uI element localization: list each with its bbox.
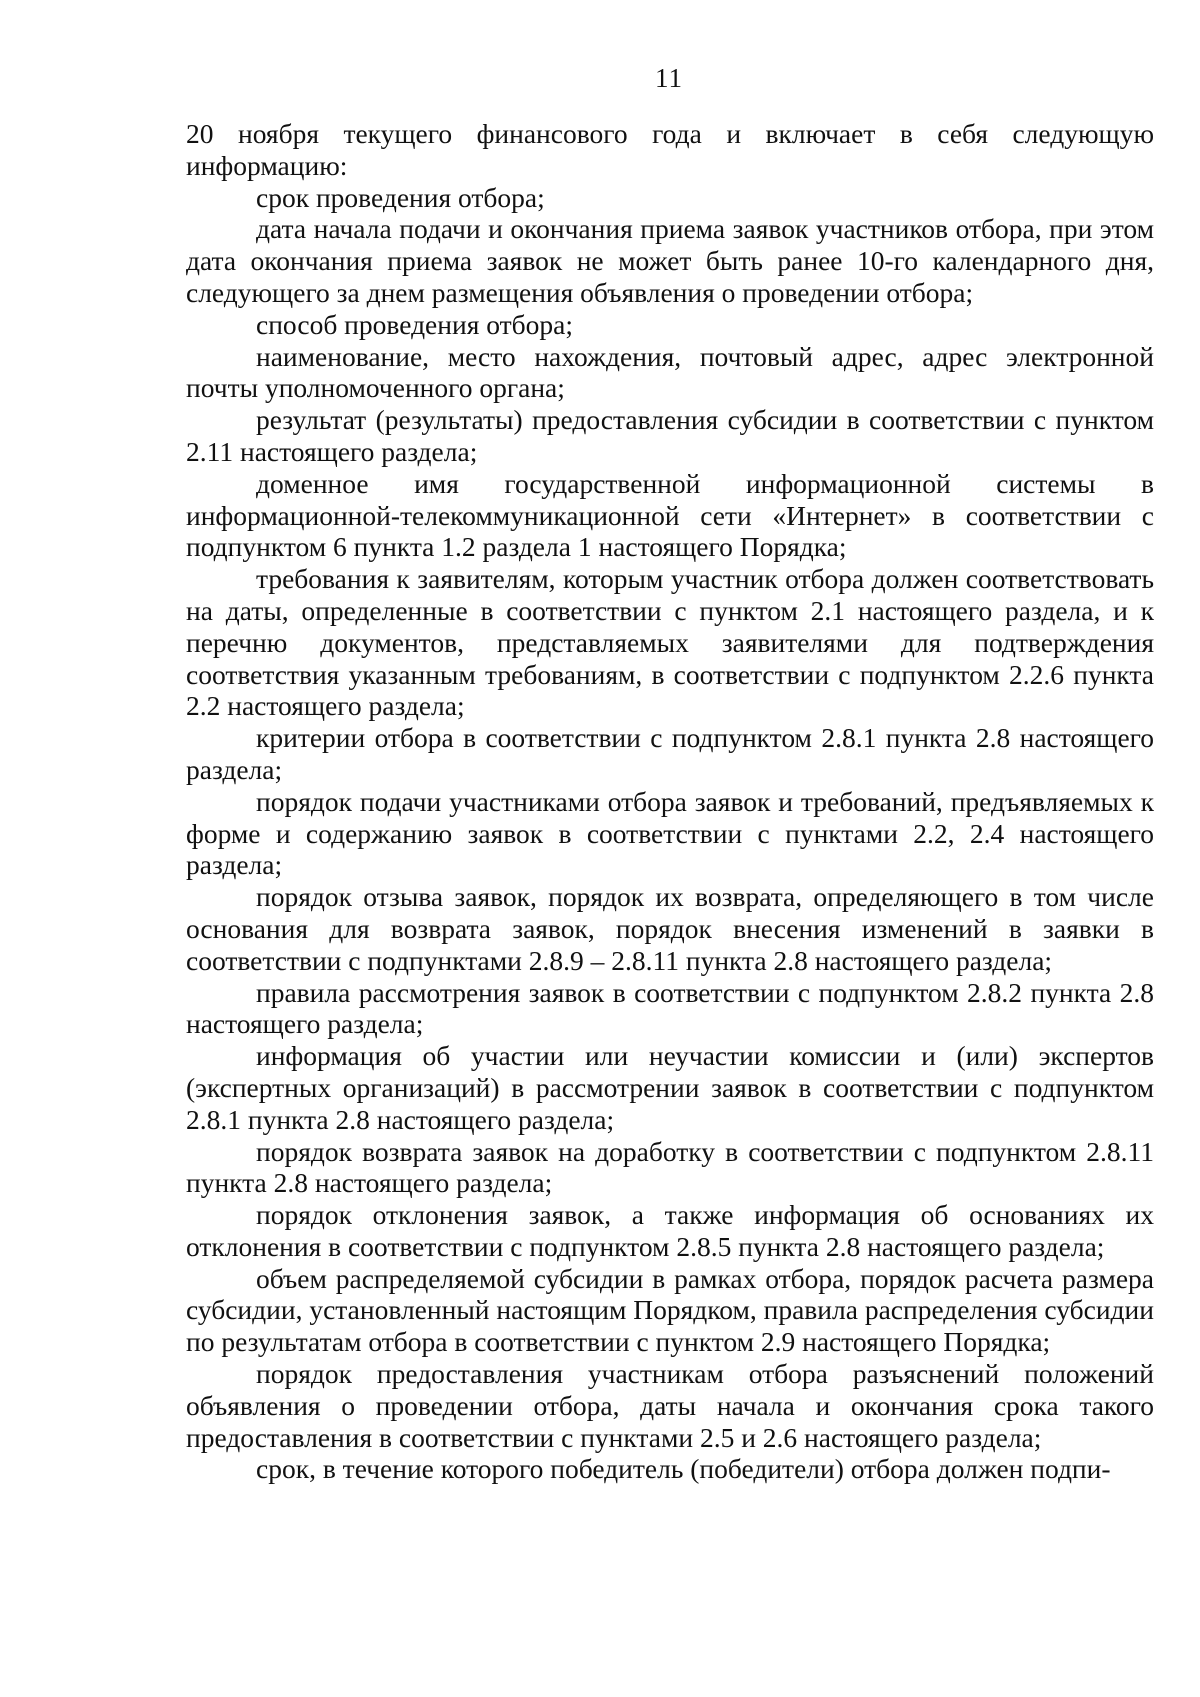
list-item-return-for-revision: порядок возврата заявок на доработку в соответствии с подпунктом 2.8.11 пункта 2.8 настоящего раздела; bbox=[186, 1135, 1154, 1199]
list-item-authority-contacts: наименование, место нахождения, почтовый адрес, адрес электронной почты уполномоченного органа; bbox=[186, 340, 1154, 404]
list-item-subsidy-results: результат (результаты) предоставления субсидии в соответствии с пунктом 2.11 настоящего раздела; bbox=[186, 404, 1154, 467]
list-item-selection-criteria: критерии отбора в соответствии с подпунктом 2.8.1 пункта 2.8 настоящего раздела; bbox=[186, 722, 1154, 785]
list-item-commission-participation: информация об участии или неучастии комиссии и (или) экспертов (экспертных организаций) в рассмотрении заявок в соответствии с подпунктом 2.8.1 пункта 2.8 настоящего раздела; bbox=[186, 1040, 1154, 1135]
list-item-review-rules: правила рассмотрения заявок в соответствии с подпунктом 2.8.2 пункта 2.8 настоящего раздела; bbox=[186, 976, 1154, 1040]
list-item-selection-period: срок проведения отбора; bbox=[256, 181, 545, 213]
list-item-clarifications: порядок предоставления участникам отбора разъяснений положений объявления о проведении отбора, даты начала и окончания срока такого предоставления в соответствии с пунктами 2.5 и 2.6 настоящего раздела; bbox=[186, 1358, 1154, 1453]
list-item-submission-procedure: порядок подачи участниками отбора заявок и требований, предъявляемых к форме и содержанию заявок в соответствии с пунктами 2.2, 2.4 настоящего раздела; bbox=[186, 785, 1154, 881]
list-item-subsidy-volume: объем распределяемой субсидии в рамках отбора, порядок расчета размера субсидии, установленный настоящим Порядком, правила распределения субсидии по результатам отбора в соответствии с пунктом 2.9 настоящего Порядка; bbox=[186, 1262, 1154, 1358]
list-item-application-dates: дата начала подачи и окончания приема заявок участников отбора, при этом дата окончания приема заявок не может быть ранее 10-го календарного дня, следующего за днем размещения объявления о проведении отбора; bbox=[186, 213, 1154, 308]
list-item-rejection-procedure: порядок отклонения заявок, а также информация об основаниях их отклонения в соответствии с подпунктом 2.8.5 пункта 2.8 настоящего раздела; bbox=[186, 1199, 1154, 1262]
paragraph-continuation: 20 ноября текущего финансового года и включает в себя следующую информацию: bbox=[186, 118, 1154, 181]
list-item-signing-period: срок, в течение которого победитель (победители) отбора должен подпи- bbox=[256, 1453, 1111, 1485]
list-item-applicant-requirements: требования к заявителям, которым участник отбора должен соответствовать на даты, определенные в соответствии с пунктом 2.1 настоящего раздела, и к перечню документов, представляемых заявителями для подтверждения соответствия указанным требованиям, в соответствии с подпунктом 2.2.6 пункта 2.2 настоящего раздела; bbox=[186, 563, 1154, 722]
list-item-withdrawal-procedure: порядок отзыва заявок, порядок их возврата, определяющего в том числе основания для возврата заявок, порядок внесения изменений в заявки в соответствии с подпунктами 2.8.9 – 2.8.11 пункта 2.8 настоящего раздела; bbox=[186, 881, 1154, 976]
document-body bbox=[186, 118, 1154, 1485]
page-number: 11 bbox=[655, 63, 683, 93]
list-item-domain-name: доменное имя государственной информационной системы в информационной-телекоммуникационной сети «Интернет» в соответствии с подпунктом 6 пункта 1.2 раздела 1 настоящего Порядка; bbox=[186, 467, 1154, 563]
list-item-selection-method: способ проведения отбора; bbox=[256, 308, 573, 340]
